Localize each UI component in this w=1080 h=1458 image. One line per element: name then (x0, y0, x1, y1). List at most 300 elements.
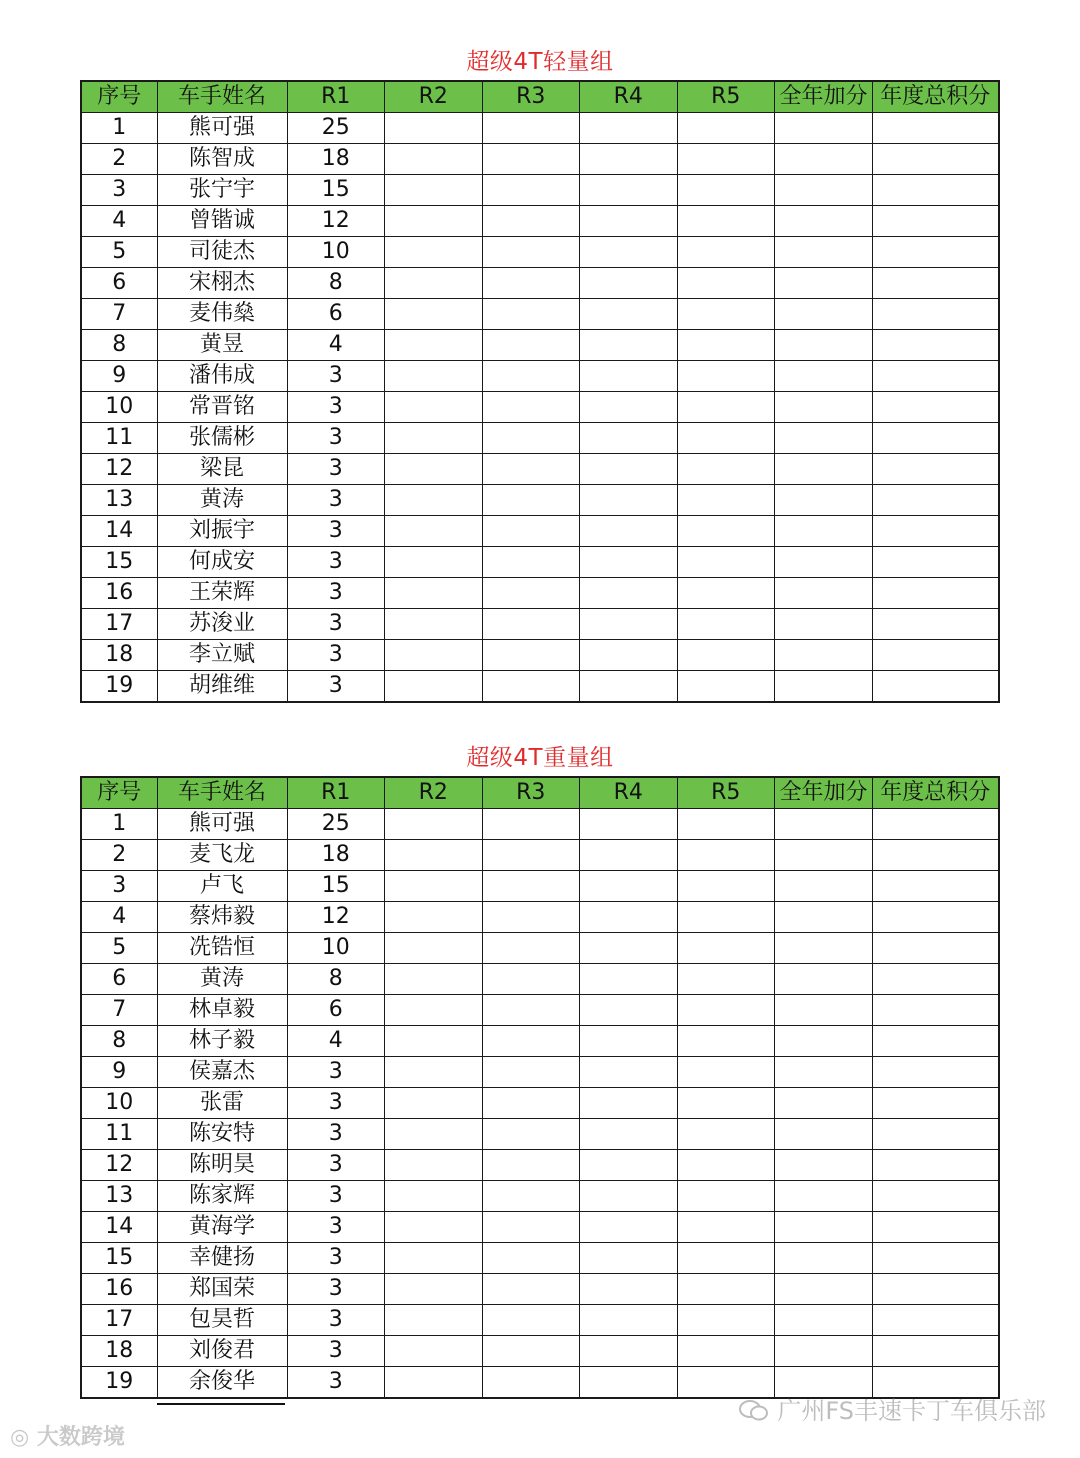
cell-annual-total (873, 1305, 999, 1336)
table-row (81, 609, 999, 640)
cell-r3 (482, 902, 580, 933)
cell-seq: 19 (81, 671, 157, 703)
table-row (81, 454, 999, 485)
cell-driver-name: 林卓毅 (157, 995, 287, 1026)
cell-driver-name: 陈明昊 (157, 1150, 287, 1181)
cell-seq: 4 (81, 902, 157, 933)
cell-driver-name: 苏浚业 (157, 609, 287, 640)
cell-r5 (677, 609, 775, 640)
cell-r4 (580, 1088, 678, 1119)
cell-r5 (677, 206, 775, 237)
cell-annual-total (873, 1274, 999, 1305)
cell-driver-name: 张儒彬 (157, 423, 287, 454)
cell-r3 (482, 1305, 580, 1336)
cell-driver-name: 黄海学 (157, 1212, 287, 1243)
cell-r1: 18 (287, 144, 385, 175)
cell-annual-bonus (775, 809, 873, 840)
cell-r5 (677, 1336, 775, 1367)
cell-annual-total (873, 964, 999, 995)
cell-driver-name: 黄涛 (157, 964, 287, 995)
cell-r2 (385, 1274, 483, 1305)
cell-r3 (482, 206, 580, 237)
cell-annual-total (873, 902, 999, 933)
cell-r5 (677, 1119, 775, 1150)
cell-annual-bonus (775, 640, 873, 671)
cell-driver-name: 李立赋 (157, 640, 287, 671)
table-row (81, 361, 999, 392)
cell-r5 (677, 1026, 775, 1057)
column-header-annual-bonus: 全年加分 (775, 81, 873, 113)
column-header-driver-name: 车手姓名 (157, 81, 287, 113)
cell-driver-name: 刘俊君 (157, 1336, 287, 1367)
cell-driver-name: 侯嘉杰 (157, 1057, 287, 1088)
cell-annual-bonus (775, 268, 873, 299)
cell-r3 (482, 423, 580, 454)
cell-r1: 10 (287, 933, 385, 964)
cell-driver-name: 曾锴诚 (157, 206, 287, 237)
cell-annual-bonus (775, 871, 873, 902)
cell-annual-total (873, 485, 999, 516)
cell-seq: 3 (81, 871, 157, 902)
cell-annual-bonus (775, 840, 873, 871)
cell-annual-bonus (775, 1088, 873, 1119)
cell-r3 (482, 840, 580, 871)
cell-r1: 12 (287, 902, 385, 933)
cell-annual-bonus (775, 547, 873, 578)
cell-r1: 3 (287, 1088, 385, 1119)
cell-r5 (677, 175, 775, 206)
cell-r3 (482, 1150, 580, 1181)
cell-r3 (482, 1119, 580, 1150)
cell-annual-total (873, 840, 999, 871)
cell-r4 (580, 964, 678, 995)
cell-r5 (677, 1305, 775, 1336)
cell-r3 (482, 933, 580, 964)
cell-annual-bonus (775, 330, 873, 361)
cell-annual-bonus (775, 206, 873, 237)
cell-r3 (482, 361, 580, 392)
cell-driver-name: 熊可强 (157, 113, 287, 144)
cell-r5 (677, 454, 775, 485)
table-row (81, 871, 999, 902)
cell-seq: 14 (81, 1212, 157, 1243)
cell-annual-bonus (775, 1305, 873, 1336)
table-row (81, 485, 999, 516)
cell-r2 (385, 175, 483, 206)
cell-r2 (385, 1026, 483, 1057)
cell-annual-total (873, 1057, 999, 1088)
cell-r3 (482, 516, 580, 547)
cell-driver-name: 林子毅 (157, 1026, 287, 1057)
cell-annual-bonus (775, 1057, 873, 1088)
watermark-left (10, 1424, 125, 1452)
cell-r5 (677, 144, 775, 175)
cell-r2 (385, 268, 483, 299)
table-row (81, 547, 999, 578)
cell-r1: 3 (287, 392, 385, 423)
table-row (81, 933, 999, 964)
cell-r5 (677, 995, 775, 1026)
cell-r1: 3 (287, 547, 385, 578)
cell-annual-bonus (775, 1367, 873, 1399)
cell-annual-total (873, 871, 999, 902)
cell-r4 (580, 1367, 678, 1399)
cell-r4 (580, 609, 678, 640)
cell-r5 (677, 547, 775, 578)
cell-driver-name: 陈智成 (157, 144, 287, 175)
cell-driver-name: 陈安特 (157, 1119, 287, 1150)
cell-driver-name: 张宁宇 (157, 175, 287, 206)
column-header-annual-total: 年度总积分 (873, 777, 999, 809)
table-header-row (81, 81, 999, 113)
cell-r4 (580, 995, 678, 1026)
cell-r1: 8 (287, 268, 385, 299)
cell-r2 (385, 609, 483, 640)
cell-driver-name: 蔡炜毅 (157, 902, 287, 933)
cell-annual-total (873, 516, 999, 547)
cell-r5 (677, 578, 775, 609)
table-row (81, 1088, 999, 1119)
cell-driver-name: 潘伟成 (157, 361, 287, 392)
cell-r4 (580, 330, 678, 361)
cell-seq: 13 (81, 485, 157, 516)
cell-seq: 6 (81, 964, 157, 995)
cell-r5 (677, 933, 775, 964)
table-row (81, 175, 999, 206)
cell-r5 (677, 113, 775, 144)
cell-r5 (677, 1088, 775, 1119)
cell-r3 (482, 1057, 580, 1088)
light-group-table (80, 80, 1000, 703)
cell-r3 (482, 1274, 580, 1305)
table-row (81, 392, 999, 423)
cell-r5 (677, 1181, 775, 1212)
table-row (81, 902, 999, 933)
cell-r2 (385, 144, 483, 175)
cell-seq: 15 (81, 547, 157, 578)
cell-r3 (482, 671, 580, 703)
cell-r3 (482, 1088, 580, 1119)
cell-r3 (482, 995, 580, 1026)
cell-r4 (580, 1305, 678, 1336)
cell-r3 (482, 1243, 580, 1274)
cell-annual-total (873, 1150, 999, 1181)
cell-r1: 6 (287, 995, 385, 1026)
cell-annual-bonus (775, 1243, 873, 1274)
cell-r1: 25 (287, 809, 385, 840)
cell-annual-bonus (775, 578, 873, 609)
table-row (81, 113, 999, 144)
cell-r3 (482, 392, 580, 423)
cell-r3 (482, 237, 580, 268)
cell-r4 (580, 902, 678, 933)
cell-r1: 4 (287, 1026, 385, 1057)
table-row (81, 671, 999, 703)
cell-r4 (580, 871, 678, 902)
cell-r2 (385, 1088, 483, 1119)
cell-r1: 3 (287, 1336, 385, 1367)
cell-annual-bonus (775, 361, 873, 392)
column-header-r2: R2 (385, 777, 483, 809)
cell-annual-total (873, 640, 999, 671)
cell-annual-bonus (775, 609, 873, 640)
cell-annual-total (873, 1212, 999, 1243)
cell-annual-bonus (775, 454, 873, 485)
cell-annual-total (873, 809, 999, 840)
cell-r2 (385, 995, 483, 1026)
table-row (81, 640, 999, 671)
cell-r2 (385, 871, 483, 902)
cell-r3 (482, 454, 580, 485)
cell-r1: 8 (287, 964, 385, 995)
cell-driver-name: 胡维维 (157, 671, 287, 703)
column-header-r4: R4 (580, 777, 678, 809)
cell-seq: 5 (81, 933, 157, 964)
cell-annual-total (873, 995, 999, 1026)
cell-r2 (385, 578, 483, 609)
cell-driver-name: 张雷 (157, 1088, 287, 1119)
cell-r5 (677, 1243, 775, 1274)
cell-r3 (482, 964, 580, 995)
column-header-seq: 序号 (81, 81, 157, 113)
cell-annual-total (873, 1181, 999, 1212)
table-row (81, 1026, 999, 1057)
cell-r4 (580, 840, 678, 871)
table-row (81, 995, 999, 1026)
cell-r4 (580, 1150, 678, 1181)
table-row (81, 516, 999, 547)
cell-r2 (385, 1181, 483, 1212)
cell-r4 (580, 113, 678, 144)
cell-annual-bonus (775, 392, 873, 423)
cell-r3 (482, 1367, 580, 1399)
wechat-icon (739, 1400, 769, 1422)
cell-driver-name: 幸健扬 (157, 1243, 287, 1274)
cell-r2 (385, 1212, 483, 1243)
table-row (81, 268, 999, 299)
cell-annual-bonus (775, 1212, 873, 1243)
cell-r1: 3 (287, 1274, 385, 1305)
cell-annual-total (873, 144, 999, 175)
cell-driver-name: 司徒杰 (157, 237, 287, 268)
column-header-r4: R4 (580, 81, 678, 113)
cell-r2 (385, 809, 483, 840)
cell-r5 (677, 809, 775, 840)
cell-r3 (482, 144, 580, 175)
watermark-right-text: 广州FS丰速卡丁车俱乐部 (777, 1397, 1046, 1425)
cell-driver-name: 梁昆 (157, 454, 287, 485)
table-row (81, 1181, 999, 1212)
cell-r1: 3 (287, 1150, 385, 1181)
cell-r2 (385, 485, 483, 516)
table-row (81, 1057, 999, 1088)
cell-seq: 7 (81, 995, 157, 1026)
cell-r1: 3 (287, 1119, 385, 1150)
cell-r1: 6 (287, 299, 385, 330)
cell-r1: 3 (287, 1243, 385, 1274)
cell-r4 (580, 392, 678, 423)
cell-r5 (677, 1367, 775, 1399)
cell-r3 (482, 485, 580, 516)
cell-r4 (580, 578, 678, 609)
cell-annual-bonus (775, 1026, 873, 1057)
cell-r4 (580, 547, 678, 578)
cell-r3 (482, 268, 580, 299)
column-header-r2: R2 (385, 81, 483, 113)
cell-annual-total (873, 578, 999, 609)
cell-r2 (385, 237, 483, 268)
cell-seq: 6 (81, 268, 157, 299)
cell-r5 (677, 423, 775, 454)
cell-r1: 12 (287, 206, 385, 237)
cell-r2 (385, 516, 483, 547)
column-header-r3: R3 (482, 81, 580, 113)
cell-seq: 4 (81, 206, 157, 237)
cell-annual-total (873, 1243, 999, 1274)
cell-seq: 8 (81, 1026, 157, 1057)
cell-r2 (385, 330, 483, 361)
cell-r4 (580, 1212, 678, 1243)
cell-r5 (677, 1150, 775, 1181)
cell-r3 (482, 113, 580, 144)
cell-r2 (385, 840, 483, 871)
cell-annual-total (873, 671, 999, 703)
cell-annual-total (873, 330, 999, 361)
cell-driver-name: 黄昱 (157, 330, 287, 361)
cell-annual-bonus (775, 995, 873, 1026)
table-row (81, 840, 999, 871)
table-row (81, 1305, 999, 1336)
cell-annual-bonus (775, 933, 873, 964)
cell-driver-name: 麦飞龙 (157, 840, 287, 871)
cell-annual-total (873, 1336, 999, 1367)
cell-annual-total (873, 268, 999, 299)
cell-driver-name: 郑国荣 (157, 1274, 287, 1305)
cell-annual-bonus (775, 113, 873, 144)
cell-r1: 3 (287, 485, 385, 516)
cell-r1: 3 (287, 1305, 385, 1336)
cell-r3 (482, 578, 580, 609)
cell-r4 (580, 516, 678, 547)
cell-seq: 11 (81, 423, 157, 454)
cell-seq: 13 (81, 1181, 157, 1212)
weibo-icon: ◎ (10, 1425, 30, 1450)
cell-annual-total (873, 175, 999, 206)
cell-annual-total (873, 113, 999, 144)
cell-r3 (482, 1336, 580, 1367)
cell-seq: 12 (81, 1150, 157, 1181)
cell-r4 (580, 1057, 678, 1088)
cell-r3 (482, 299, 580, 330)
cell-annual-total (873, 361, 999, 392)
cell-r5 (677, 871, 775, 902)
table-row (81, 1150, 999, 1181)
cell-seq: 15 (81, 1243, 157, 1274)
cell-r1: 3 (287, 1367, 385, 1399)
table-row (81, 1336, 999, 1367)
cell-r2 (385, 454, 483, 485)
cell-r2 (385, 1367, 483, 1399)
cell-r3 (482, 330, 580, 361)
cell-seq: 8 (81, 330, 157, 361)
cell-r1: 3 (287, 671, 385, 703)
cell-annual-total (873, 392, 999, 423)
cell-seq: 16 (81, 578, 157, 609)
cell-seq: 9 (81, 1057, 157, 1088)
cell-seq: 11 (81, 1119, 157, 1150)
cell-annual-bonus (775, 237, 873, 268)
cell-annual-bonus (775, 1150, 873, 1181)
cell-r1: 3 (287, 1181, 385, 1212)
cell-r4 (580, 268, 678, 299)
cell-r4 (580, 485, 678, 516)
cell-r3 (482, 175, 580, 206)
cell-driver-name: 冼锆恒 (157, 933, 287, 964)
heavy-group-table (80, 776, 1000, 1399)
cell-driver-name: 陈家辉 (157, 1181, 287, 1212)
cell-annual-bonus (775, 423, 873, 454)
cell-r4 (580, 1243, 678, 1274)
cell-r3 (482, 547, 580, 578)
table-row (81, 1274, 999, 1305)
watermark-right (739, 1396, 1046, 1426)
cell-r5 (677, 516, 775, 547)
cell-r5 (677, 485, 775, 516)
cell-driver-name: 宋栩杰 (157, 268, 287, 299)
cell-seq: 5 (81, 237, 157, 268)
cell-annual-bonus (775, 1181, 873, 1212)
cell-r1: 3 (287, 516, 385, 547)
cell-annual-bonus (775, 1336, 873, 1367)
column-header-r1: R1 (287, 81, 385, 113)
cell-r5 (677, 237, 775, 268)
cell-seq: 7 (81, 299, 157, 330)
cell-seq: 12 (81, 454, 157, 485)
cell-r4 (580, 237, 678, 268)
cell-r4 (580, 144, 678, 175)
cell-r2 (385, 1150, 483, 1181)
cell-r4 (580, 361, 678, 392)
table-row (81, 237, 999, 268)
cell-annual-total (873, 454, 999, 485)
cell-r4 (580, 423, 678, 454)
cell-r4 (580, 1274, 678, 1305)
cell-r1: 4 (287, 330, 385, 361)
table-header-row (81, 777, 999, 809)
cell-r1: 18 (287, 840, 385, 871)
column-header-annual-total: 年度总积分 (873, 81, 999, 113)
cell-driver-name: 黄涛 (157, 485, 287, 516)
column-header-r1: R1 (287, 777, 385, 809)
cell-r5 (677, 671, 775, 703)
heavy-group-section (80, 740, 1000, 1399)
cell-r1: 15 (287, 175, 385, 206)
cell-driver-name: 熊可强 (157, 809, 287, 840)
table-row (81, 1367, 999, 1399)
cell-annual-total (873, 423, 999, 454)
cell-r3 (482, 1181, 580, 1212)
cell-r1: 10 (287, 237, 385, 268)
cell-underline (157, 1403, 285, 1405)
cell-driver-name: 常晋铭 (157, 392, 287, 423)
cell-r4 (580, 1119, 678, 1150)
cell-r2 (385, 964, 483, 995)
table-row (81, 206, 999, 237)
table-row (81, 1243, 999, 1274)
cell-seq: 9 (81, 361, 157, 392)
cell-r5 (677, 964, 775, 995)
cell-annual-bonus (775, 902, 873, 933)
